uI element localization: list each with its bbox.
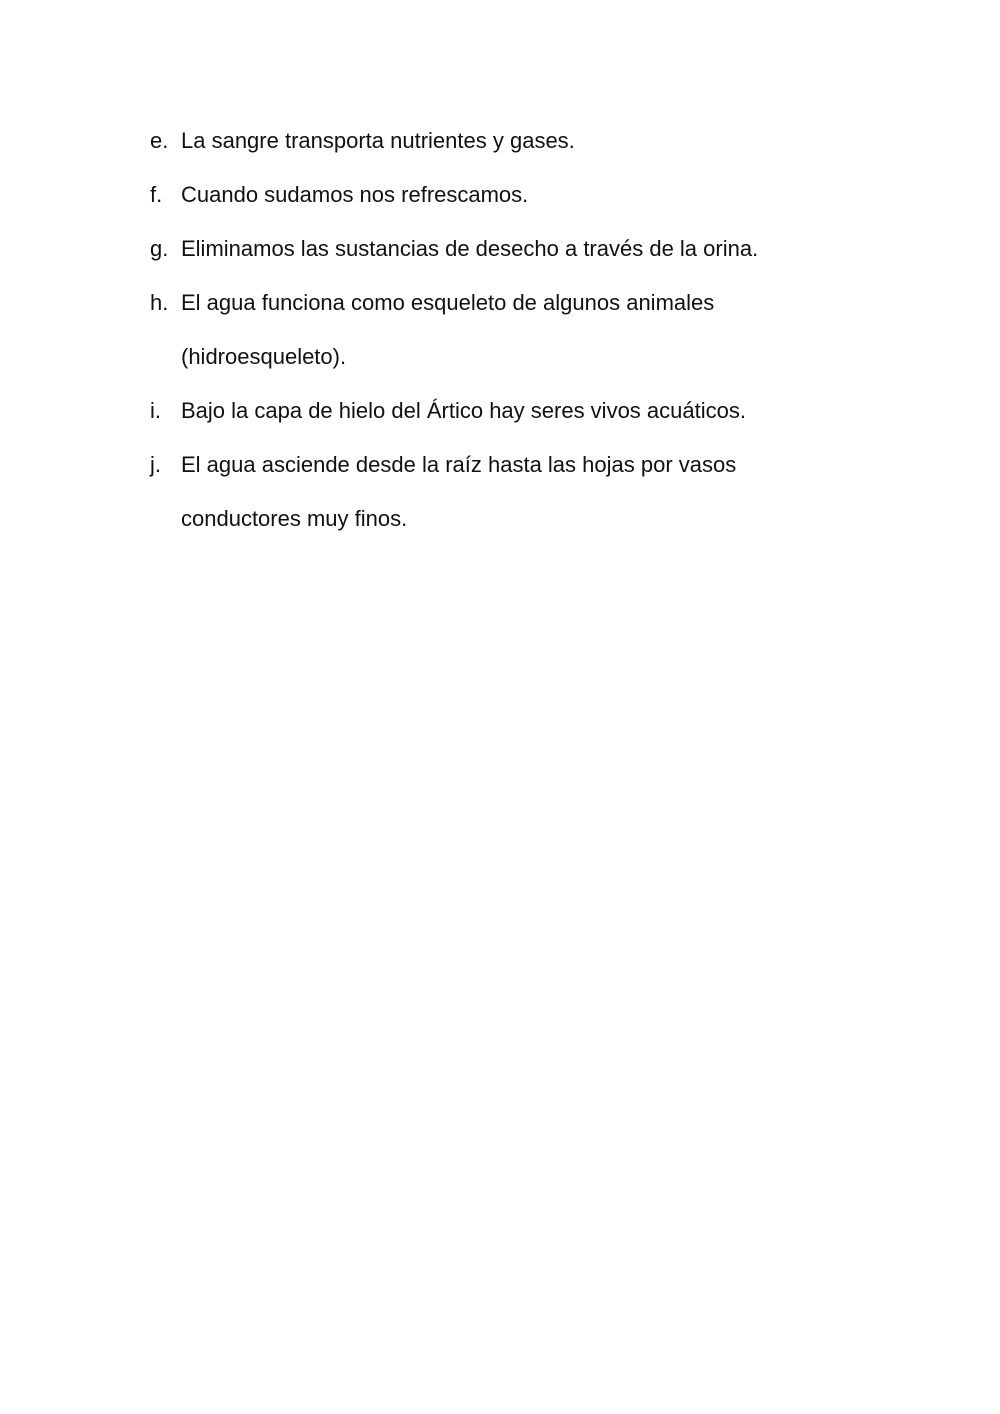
item-marker: f. bbox=[150, 182, 163, 207]
item-text bbox=[181, 222, 870, 276]
item-line: Bajo la capa de hielo del Ártico hay seres vivos acuáticos. bbox=[181, 398, 746, 423]
list-item-i bbox=[150, 384, 870, 438]
list-item-e bbox=[150, 114, 870, 168]
item-marker: j. bbox=[150, 452, 161, 477]
item-line: (hidroesqueleto). bbox=[181, 344, 347, 369]
item-line: El agua funciona como esqueleto de algunos animales bbox=[181, 290, 715, 315]
item-text bbox=[181, 168, 870, 222]
list-item-g bbox=[150, 222, 870, 276]
item-line: Eliminamos las sustancias de desecho a través de la orina. bbox=[181, 236, 759, 261]
item-marker: e. bbox=[150, 128, 169, 153]
item-text bbox=[181, 114, 870, 168]
list-item-j bbox=[150, 438, 870, 546]
item-marker: g. bbox=[150, 236, 169, 261]
statement-list bbox=[150, 114, 870, 546]
list-item-h bbox=[150, 276, 870, 384]
item-text bbox=[181, 384, 870, 438]
item-line: El agua asciende desde la raíz hasta las hojas por vasos bbox=[181, 452, 737, 477]
item-marker: h. bbox=[150, 290, 169, 315]
list-item-f bbox=[150, 168, 870, 222]
item-line: La sangre transporta nutrientes y gases. bbox=[181, 128, 575, 153]
item-text bbox=[181, 438, 870, 546]
item-line: Cuando sudamos nos refrescamos. bbox=[181, 182, 529, 207]
item-text bbox=[181, 276, 870, 384]
item-line: conductores muy finos. bbox=[181, 506, 408, 531]
item-marker: i. bbox=[150, 398, 161, 423]
